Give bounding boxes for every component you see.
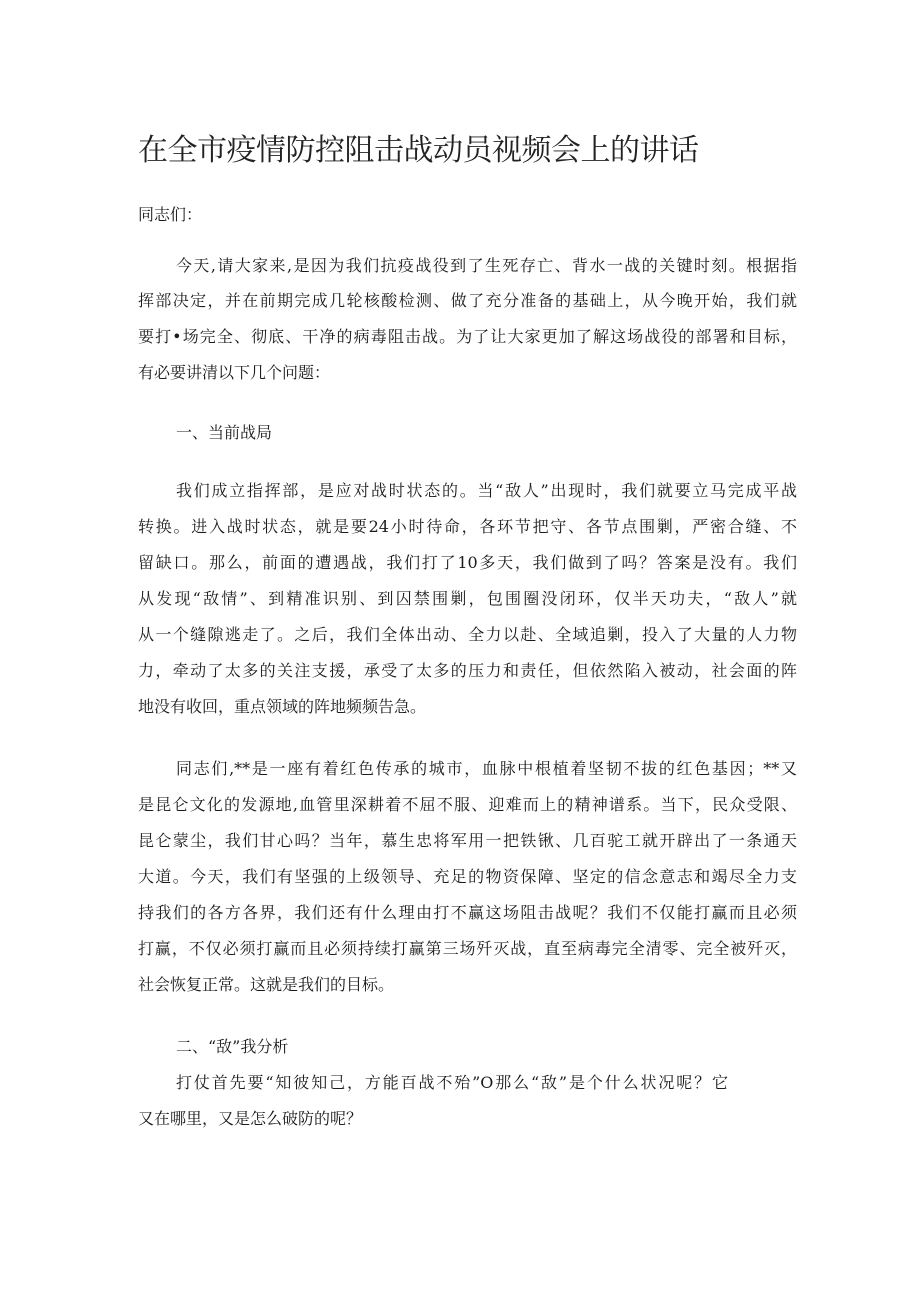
paragraph-4-line-1: 打仗首先要“知彼知己，方能百战不殆”O那么“敌”是个什么状况呢？它 (176, 1073, 728, 1092)
paragraph-3-line-3: 昆仑蒙尘，我们甘心吗？当年，慕生忠将军用一把铁锹、几百驼工就开辟出了一条通天 (138, 831, 797, 850)
document-title: 在全市疫情防控阻击战动员视频会上的讲话 (138, 133, 699, 168)
paragraph-1-line-1: 今天,请大家来,是因为我们抗疫战役到了生死存亡、背水一战的关键时刻。根据指 (176, 256, 797, 275)
paragraph-2-line-1: 我们成立指挥部，是应对战时状态的。当“敌人”出现时，我们就要立马完成平战 (176, 481, 797, 500)
section-heading-2: 二、“敌”我分析 (176, 1037, 289, 1056)
paragraph-4-line-2: 又在哪里，又是怎么破防的呢？ (138, 1109, 363, 1128)
paragraph-3-line-6: 打赢，不仅必须打赢而且必须持续打赢第三场歼灭战，直至病毒完全清零、完全被歼灭， (138, 939, 797, 958)
paragraph-1-line-2: 挥部决定，并在前期完成几轮核酸检测、做了充分准备的基础上，从今晚开始，我们就 (138, 291, 797, 310)
paragraph-1-line-4: 有必要讲清以下几个问题： (138, 363, 331, 382)
paragraph-1-line-3: 要打•场完全、彻底、干净的病毒阻击战。为了让大家更加了解这场战役的部署和目标， (138, 327, 797, 346)
paragraph-3-line-5: 持我们的各方各界，我们还有什么理由打不赢这场阻击战呢？我们不仅能打赢而且必须 (138, 903, 797, 922)
paragraph-3-line-7: 社会恢复正常。这就是我们的目标。 (138, 975, 395, 994)
paragraph-3-line-1: 同志们,**是一座有着红色传承的城市，血脉中根植着坚韧不拔的红色基因；**又 (176, 759, 797, 778)
paragraph-2-line-7: 地没有收回，重点领域的阵地频频告急。 (138, 697, 427, 716)
paragraph-3-line-4: 大道。今天，我们有坚强的上级领导、充足的物资保障、坚定的信念意志和竭尽全力支 (138, 867, 797, 886)
paragraph-3-line-2: 是昆仑文化的发源地,血管里深耕着不屈不服、迎难而上的精神谱系。当下，民众受限、 (138, 795, 797, 814)
paragraph-2-line-5: 从一个缝隙逃走了。之后，我们全体出动、全力以赴、全域追剿，投入了大量的人力物 (138, 625, 797, 644)
paragraph-2-line-2: 转换。进入战时状态，就是要24小时待命，各环节把守、各节点围剿，严密合缝、不 (138, 517, 797, 536)
paragraph-2-line-4: 从发现“敌情”、到精准识别、到囚禁围剿，包围圈没闭环，仅半天功夫，“敌人”就 (138, 589, 797, 608)
paragraph-2-line-3: 留缺口。那么，前面的遭遇战，我们打了10多天，我们做到了吗？答案是没有。我们 (138, 553, 797, 572)
paragraph-2-line-6: 力，牵动了太多的关注支援，承受了太多的压力和责任，但依然陷入被动，社会面的阵 (138, 661, 797, 680)
section-heading-1: 一、当前战局 (176, 423, 273, 442)
salutation: 同志们： (138, 205, 203, 224)
